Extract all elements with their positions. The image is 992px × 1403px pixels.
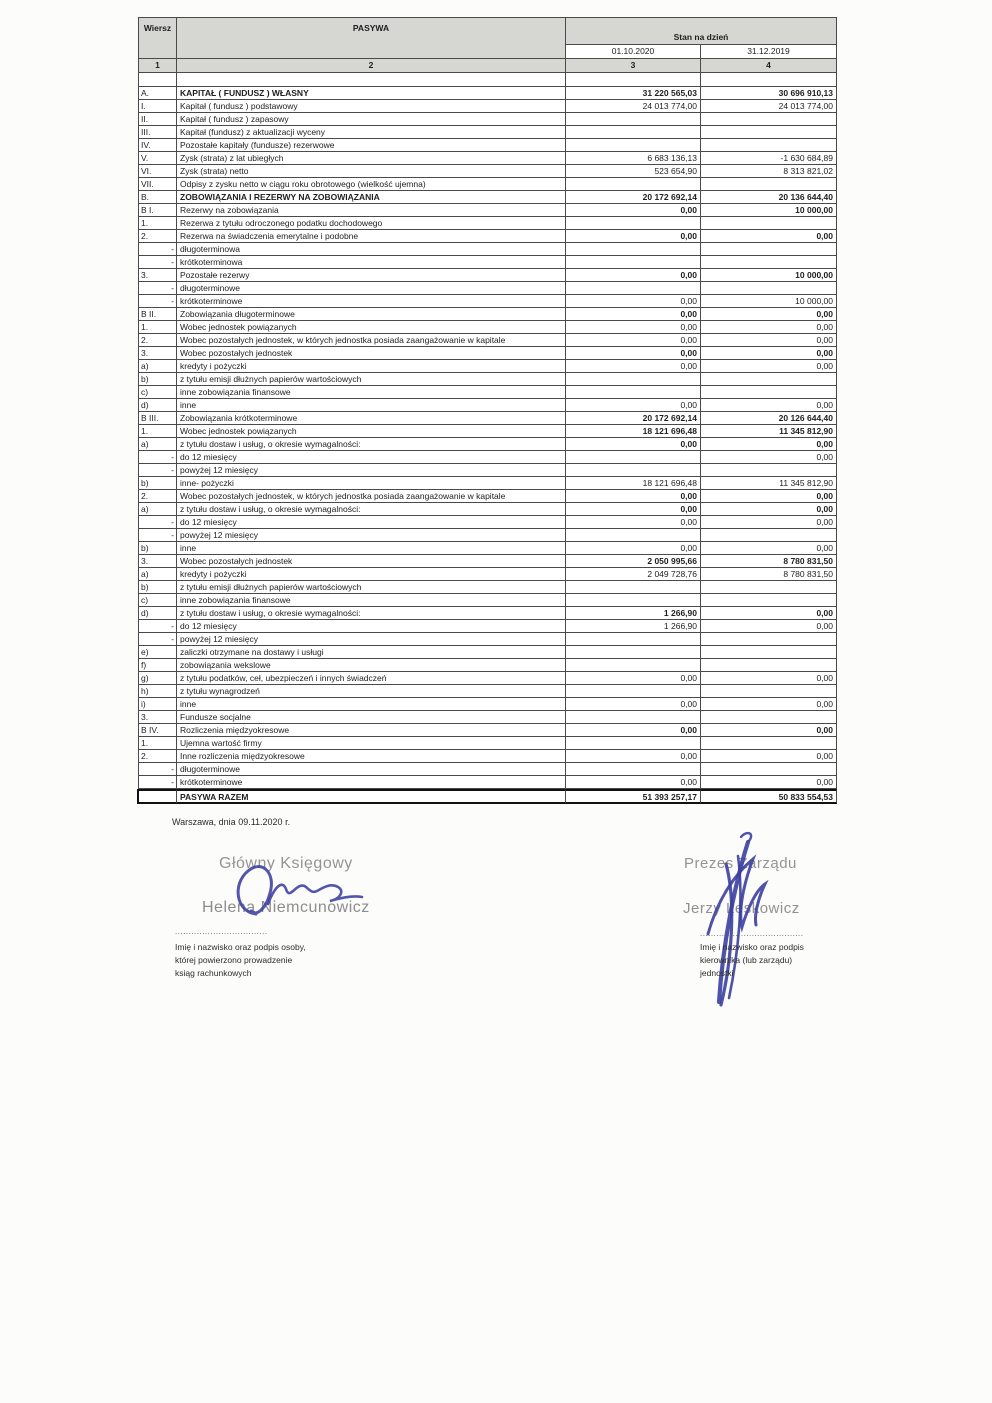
row-label: Fundusze socjalne [177, 711, 566, 724]
row-label: Wobec jednostek powiązanych [177, 321, 566, 334]
row-value-col4 [701, 139, 837, 152]
table-row [139, 412, 837, 425]
table-row [139, 763, 837, 776]
col-header-pasywa: PASYWA [177, 18, 566, 59]
row-value-col3 [566, 113, 701, 126]
row-value-col3 [566, 178, 701, 191]
row-value-col3 [566, 659, 701, 672]
table-row [139, 607, 837, 620]
row-value-col4 [701, 386, 837, 399]
row-label: z tytułu dostaw i usług, o okresie wymagalności: [177, 438, 566, 451]
row-label: z tytułu emisji dłużnych papierów wartościowych [177, 581, 566, 594]
row-value-col4: 0,00 [701, 698, 837, 711]
row-value-col3: 0,00 [566, 698, 701, 711]
row-label: Wobec jednostek powiązanych [177, 425, 566, 438]
row-value-col4: 10 000,00 [701, 204, 837, 217]
row-value-col4: 0,00 [701, 451, 837, 464]
row-label: Wobec pozostałych jednostek, w których jednostka posiada zaangażowanie w kapitale [177, 490, 566, 503]
left-signer-title: Główny Księgowy [219, 855, 353, 872]
row-value-col3 [566, 711, 701, 724]
row-label: zaliczki otrzymane na dostawy i usługi [177, 646, 566, 659]
table-row [139, 698, 837, 711]
table-row [139, 750, 837, 763]
row-value-col4: 0,00 [701, 347, 837, 360]
row-label: powyżej 12 miesięcy [177, 529, 566, 542]
row-value-col3 [566, 685, 701, 698]
row-value-col4: 0,00 [701, 503, 837, 516]
table-row [139, 438, 837, 451]
row-label: Zobowiązania długoterminowe [177, 308, 566, 321]
row-value-col4: 24 013 774,00 [701, 100, 837, 113]
row-index: a) [139, 360, 177, 373]
row-label: Pozostałe kapitały (fundusze) rezerwowe [177, 139, 566, 152]
row-value-col4: 0,00 [701, 360, 837, 373]
right-signer-title: Prezes Zarządu [684, 855, 797, 872]
row-value-col4 [701, 594, 837, 607]
row-index: - [139, 295, 177, 308]
row-value-col4 [701, 373, 837, 386]
row-index: b) [139, 542, 177, 555]
row-index: b) [139, 477, 177, 490]
row-value-col3: 0,00 [566, 334, 701, 347]
row-value-col3: 0,00 [566, 672, 701, 685]
table-row [139, 672, 837, 685]
row-label: kredyty i pożyczki [177, 360, 566, 373]
col-number-2: 2 [177, 59, 566, 73]
left-dotted-line: .................................. [175, 927, 268, 936]
row-value-col4 [701, 178, 837, 191]
row-label: Wobec pozostałych jednostek [177, 555, 566, 568]
row-value-col4: 0,00 [701, 334, 837, 347]
table-row [139, 451, 837, 464]
row-label: Kapitał ( fundusz ) zapasowy [177, 113, 566, 126]
row-index [137, 789, 177, 804]
row-value-col3: 0,00 [566, 503, 701, 516]
row-label: Pozostałe rezerwy [177, 269, 566, 282]
col-number-3: 3 [566, 59, 701, 73]
row-label: Zobowiązania krótkoterminowe [177, 412, 566, 425]
row-value-col4: 20 136 644,40 [701, 191, 837, 204]
table-row [139, 711, 837, 724]
table-row [139, 139, 837, 152]
row-label: powyżej 12 miesięcy [177, 464, 566, 477]
row-value-col4: 0,00 [701, 321, 837, 334]
row-index: B IV. [139, 724, 177, 737]
row-index: 2. [139, 230, 177, 243]
row-index: 1. [139, 321, 177, 334]
row-label: Ujemna wartość firmy [177, 737, 566, 750]
row-label: kredyty i pożyczki [177, 568, 566, 581]
row-value-col4: 0,00 [701, 620, 837, 633]
table-row [139, 295, 837, 308]
table-row [139, 646, 837, 659]
row-value-col4: 11 345 812,90 [701, 477, 837, 490]
row-value-col4: 20 126 644,40 [701, 412, 837, 425]
row-value-col4: 0,00 [701, 230, 837, 243]
col-header-stan-na-dzien: Stan na dzień [566, 18, 837, 45]
row-index: i) [139, 698, 177, 711]
row-value-col3: 0,00 [566, 490, 701, 503]
table-row [139, 126, 837, 139]
row-value-col3: 0,00 [566, 347, 701, 360]
row-label: Kapitał (fundusz) z aktualizacji wyceny [177, 126, 566, 139]
table-row [139, 776, 837, 789]
row-index: B II. [139, 308, 177, 321]
row-value-col3: 24 013 774,00 [566, 100, 701, 113]
row-value-col3 [566, 243, 701, 256]
table-row [139, 594, 837, 607]
row-value-col4 [701, 282, 837, 295]
row-index: - [139, 633, 177, 646]
table-row [139, 581, 837, 594]
row-index: - [139, 243, 177, 256]
row-index: III. [139, 126, 177, 139]
row-label: zobowiązania wekslowe [177, 659, 566, 672]
table-row [139, 399, 837, 412]
table-header [139, 18, 837, 87]
row-value-col4: 0,00 [701, 399, 837, 412]
row-value-col4: 0,00 [701, 672, 837, 685]
col-header-date-1: 01.10.2020 [566, 45, 701, 59]
row-value-col3: 20 172 692,14 [566, 412, 701, 425]
row-value-col3: 0,00 [566, 308, 701, 321]
row-label: inne [177, 698, 566, 711]
row-label: PASYWA RAZEM [177, 789, 566, 804]
row-index: A. [139, 87, 177, 100]
right-signature-caption: Imię i nazwisko oraz podpis kierownika (lub zarządu) jednostki [700, 942, 804, 978]
row-value-col3: 0,00 [566, 516, 701, 529]
row-value-col3 [566, 256, 701, 269]
col-number-4: 4 [701, 59, 837, 73]
row-value-col3: 18 121 696,48 [566, 425, 701, 438]
row-value-col3: 0,00 [566, 399, 701, 412]
row-value-col4 [701, 685, 837, 698]
row-index: B III. [139, 412, 177, 425]
row-index: B. [139, 191, 177, 204]
row-value-col3: 0,00 [566, 724, 701, 737]
row-value-col3: 0,00 [566, 750, 701, 763]
row-value-col3: 0,00 [566, 360, 701, 373]
liabilities-balance-table [138, 17, 837, 804]
row-value-col3: 0,00 [566, 438, 701, 451]
row-index: a) [139, 503, 177, 516]
row-label: krótkoterminowa [177, 256, 566, 269]
row-label: Wobec pozostałych jednostek, w których jednostka posiada zaangażowanie w kapitale [177, 334, 566, 347]
row-value-col3: 0,00 [566, 776, 701, 789]
row-index: IV. [139, 139, 177, 152]
table-row [139, 477, 837, 490]
row-value-col3 [566, 386, 701, 399]
row-value-col4 [701, 633, 837, 646]
row-value-col3 [566, 737, 701, 750]
row-label: KAPITAŁ ( FUNDUSZ ) WŁASNY [177, 87, 566, 100]
row-value-col3: 1 266,90 [566, 607, 701, 620]
col-header-wiersz: Wiersz [139, 18, 177, 59]
table-row [139, 308, 837, 321]
row-value-col4: 0,00 [701, 542, 837, 555]
row-value-col4 [701, 243, 837, 256]
row-value-col4 [701, 113, 837, 126]
row-index: - [139, 776, 177, 789]
row-index: - [139, 451, 177, 464]
table-row [139, 633, 837, 646]
row-index: - [139, 529, 177, 542]
row-index: - [139, 516, 177, 529]
row-label: z tytułu podatków, ceł, ubezpieczeń i innych świadczeń [177, 672, 566, 685]
row-label: inne [177, 399, 566, 412]
row-value-col4 [701, 529, 837, 542]
row-label: Kapitał ( fundusz ) podstawowy [177, 100, 566, 113]
row-value-col3 [566, 594, 701, 607]
table-row [139, 178, 837, 191]
table-row [139, 724, 837, 737]
row-label: inne [177, 542, 566, 555]
table-row [139, 386, 837, 399]
row-index: I. [139, 100, 177, 113]
table-row [139, 152, 837, 165]
row-index: e) [139, 646, 177, 659]
row-value-col3: 2 050 995,66 [566, 555, 701, 568]
table-row [139, 464, 837, 477]
table-row [139, 204, 837, 217]
row-value-col4: 0,00 [701, 308, 837, 321]
row-index: h) [139, 685, 177, 698]
row-label: Rezerwa na świadczenia emerytalne i podobne [177, 230, 566, 243]
row-value-col3: 0,00 [566, 230, 701, 243]
table-row [139, 113, 837, 126]
table-row [139, 321, 837, 334]
row-label: Zysk (strata) z lat ubiegłych [177, 152, 566, 165]
row-index: c) [139, 594, 177, 607]
row-label: długoterminowa [177, 243, 566, 256]
row-index: - [139, 620, 177, 633]
row-value-col4: 0,00 [701, 516, 837, 529]
row-label: krótkoterminowe [177, 295, 566, 308]
row-value-col3: 0,00 [566, 269, 701, 282]
table-row [139, 347, 837, 360]
row-value-col3: 0,00 [566, 542, 701, 555]
row-index: B I. [139, 204, 177, 217]
row-value-col4: 0,00 [701, 607, 837, 620]
table-row [139, 165, 837, 178]
row-label: krótkoterminowe [177, 776, 566, 789]
row-label: Rezerwy na zobowiązania [177, 204, 566, 217]
row-index: a) [139, 438, 177, 451]
row-value-col3: 0,00 [566, 295, 701, 308]
row-index: 3. [139, 347, 177, 360]
row-label: Inne rozliczenia międzyokresowe [177, 750, 566, 763]
row-index: 1. [139, 217, 177, 230]
table-row [139, 555, 837, 568]
row-value-col4 [701, 737, 837, 750]
row-value-col3 [566, 139, 701, 152]
spacer-row [139, 73, 837, 87]
row-index: g) [139, 672, 177, 685]
row-label: Rozliczenia międzyokresowe [177, 724, 566, 737]
row-index: 3. [139, 711, 177, 724]
row-label: powyżej 12 miesięcy [177, 633, 566, 646]
col-number-1: 1 [139, 59, 177, 73]
row-value-col3: 31 220 565,03 [566, 87, 701, 100]
row-value-col4: 10 000,00 [701, 269, 837, 282]
place-and-date: Warszawa, dnia 09.11.2020 r. [172, 817, 291, 827]
row-value-col3 [566, 373, 701, 386]
row-index: a) [139, 568, 177, 581]
table-row [139, 191, 837, 204]
row-value-col4: 8 313 821,02 [701, 165, 837, 178]
row-index: - [139, 464, 177, 477]
table-row [139, 217, 837, 230]
row-index: V. [139, 152, 177, 165]
row-value-col3 [566, 282, 701, 295]
col-header-date-2: 31.12.2019 [701, 45, 837, 59]
table-row [139, 360, 837, 373]
row-value-col3 [566, 763, 701, 776]
row-value-col3: 18 121 696,48 [566, 477, 701, 490]
row-value-col4: 30 696 910,13 [701, 87, 837, 100]
right-dotted-line: ...................................... [700, 929, 804, 938]
left-signer-name: Helena Niemcunowicz [202, 899, 370, 916]
table-row [139, 542, 837, 555]
row-value-col3: 6 683 136,13 [566, 152, 701, 165]
row-label: inne zobowiązania finansowe [177, 386, 566, 399]
table-row [139, 503, 837, 516]
row-value-col4 [701, 217, 837, 230]
table-row [139, 568, 837, 581]
row-value-col3: 20 172 692,14 [566, 191, 701, 204]
row-value-col4: 11 345 812,90 [701, 425, 837, 438]
table-row [139, 282, 837, 295]
row-value-col4: 0,00 [701, 438, 837, 451]
row-label: do 12 miesięcy [177, 620, 566, 633]
table-row [139, 230, 837, 243]
row-index: 1. [139, 425, 177, 438]
row-index: 1. [139, 737, 177, 750]
table-row [139, 737, 837, 750]
row-label: Zysk (strata) netto [177, 165, 566, 178]
table-body [139, 87, 837, 804]
row-label: Odpisy z zysku netto w ciągu roku obrotowego (wielkość ujemna) [177, 178, 566, 191]
table-row [139, 516, 837, 529]
row-value-col4: 10 000,00 [701, 295, 837, 308]
row-index: VI. [139, 165, 177, 178]
row-value-col4: 0,00 [701, 724, 837, 737]
table-row [139, 243, 837, 256]
table-row [139, 256, 837, 269]
row-index: 2. [139, 334, 177, 347]
col-header-dates-group [566, 18, 837, 59]
table-row [139, 529, 837, 542]
row-index: 2. [139, 490, 177, 503]
row-value-col4: 0,00 [701, 776, 837, 789]
table-row [139, 659, 837, 672]
table-row [139, 87, 837, 100]
row-value-col3: 51 393 257,17 [566, 789, 701, 804]
row-value-col3: 0,00 [566, 321, 701, 334]
row-value-col4: 0,00 [701, 490, 837, 503]
row-value-col3 [566, 451, 701, 464]
row-index: 3. [139, 555, 177, 568]
row-value-col4: 50 833 554,53 [701, 789, 837, 804]
table-row [139, 269, 837, 282]
row-value-col3: 2 049 728,76 [566, 568, 701, 581]
row-value-col4: 8 780 831,50 [701, 555, 837, 568]
row-label: inne zobowiązania finansowe [177, 594, 566, 607]
row-value-col4: -1 630 684,89 [701, 152, 837, 165]
table-row [139, 373, 837, 386]
row-index: VII. [139, 178, 177, 191]
row-value-col3 [566, 217, 701, 230]
row-value-col4: 0,00 [701, 750, 837, 763]
row-label: z tytułu dostaw i usług, o okresie wymagalności: [177, 607, 566, 620]
row-value-col3 [566, 529, 701, 542]
row-label: długoterminowe [177, 282, 566, 295]
right-signer-name: Jerzy Leskowicz [683, 900, 800, 917]
row-value-col4 [701, 581, 837, 594]
row-label: Rezerwa z tytułu odroczonego podatku dochodowego [177, 217, 566, 230]
row-value-col4 [701, 659, 837, 672]
row-value-col4 [701, 256, 837, 269]
table-row [139, 425, 837, 438]
row-value-col3: 1 266,90 [566, 620, 701, 633]
row-value-col4 [701, 464, 837, 477]
row-index: - [139, 282, 177, 295]
row-label: do 12 miesięcy [177, 451, 566, 464]
row-value-col3: 523 654,90 [566, 165, 701, 178]
row-value-col3 [566, 464, 701, 477]
row-value-col3 [566, 126, 701, 139]
row-value-col3 [566, 646, 701, 659]
row-value-col4 [701, 646, 837, 659]
row-value-col3 [566, 633, 701, 646]
row-label: ZOBOWIĄZANIA I REZERWY NA ZOBOWIĄZANIA [177, 191, 566, 204]
table-row [139, 100, 837, 113]
left-signature-caption: Imię i nazwisko oraz podpis osoby, której powierzono prowadzenie ksiąg rachunkowych [175, 942, 306, 978]
row-value-col3: 0,00 [566, 204, 701, 217]
row-index: d) [139, 399, 177, 412]
row-index: b) [139, 581, 177, 594]
row-index: f) [139, 659, 177, 672]
row-label: z tytułu wynagrodzeń [177, 685, 566, 698]
row-label: z tytułu emisji dłużnych papierów wartościowych [177, 373, 566, 386]
row-value-col4 [701, 763, 837, 776]
row-index: 2. [139, 750, 177, 763]
row-index: c) [139, 386, 177, 399]
row-label: do 12 miesięcy [177, 516, 566, 529]
table-total-row [139, 789, 837, 804]
row-index: - [139, 763, 177, 776]
table-row [139, 490, 837, 503]
row-value-col3 [566, 581, 701, 594]
table-row [139, 620, 837, 633]
table-row [139, 334, 837, 347]
row-index: b) [139, 373, 177, 386]
row-label: długoterminowe [177, 763, 566, 776]
row-value-col4 [701, 711, 837, 724]
table-row [139, 685, 837, 698]
row-index: II. [139, 113, 177, 126]
row-index: d) [139, 607, 177, 620]
row-label: Wobec pozostałych jednostek [177, 347, 566, 360]
row-value-col4: 8 780 831,50 [701, 568, 837, 581]
row-value-col4 [701, 126, 837, 139]
row-label: inne- pożyczki [177, 477, 566, 490]
row-label: z tytułu dostaw i usług, o okresie wymagalności: [177, 503, 566, 516]
row-index: - [139, 256, 177, 269]
row-index: 3. [139, 269, 177, 282]
